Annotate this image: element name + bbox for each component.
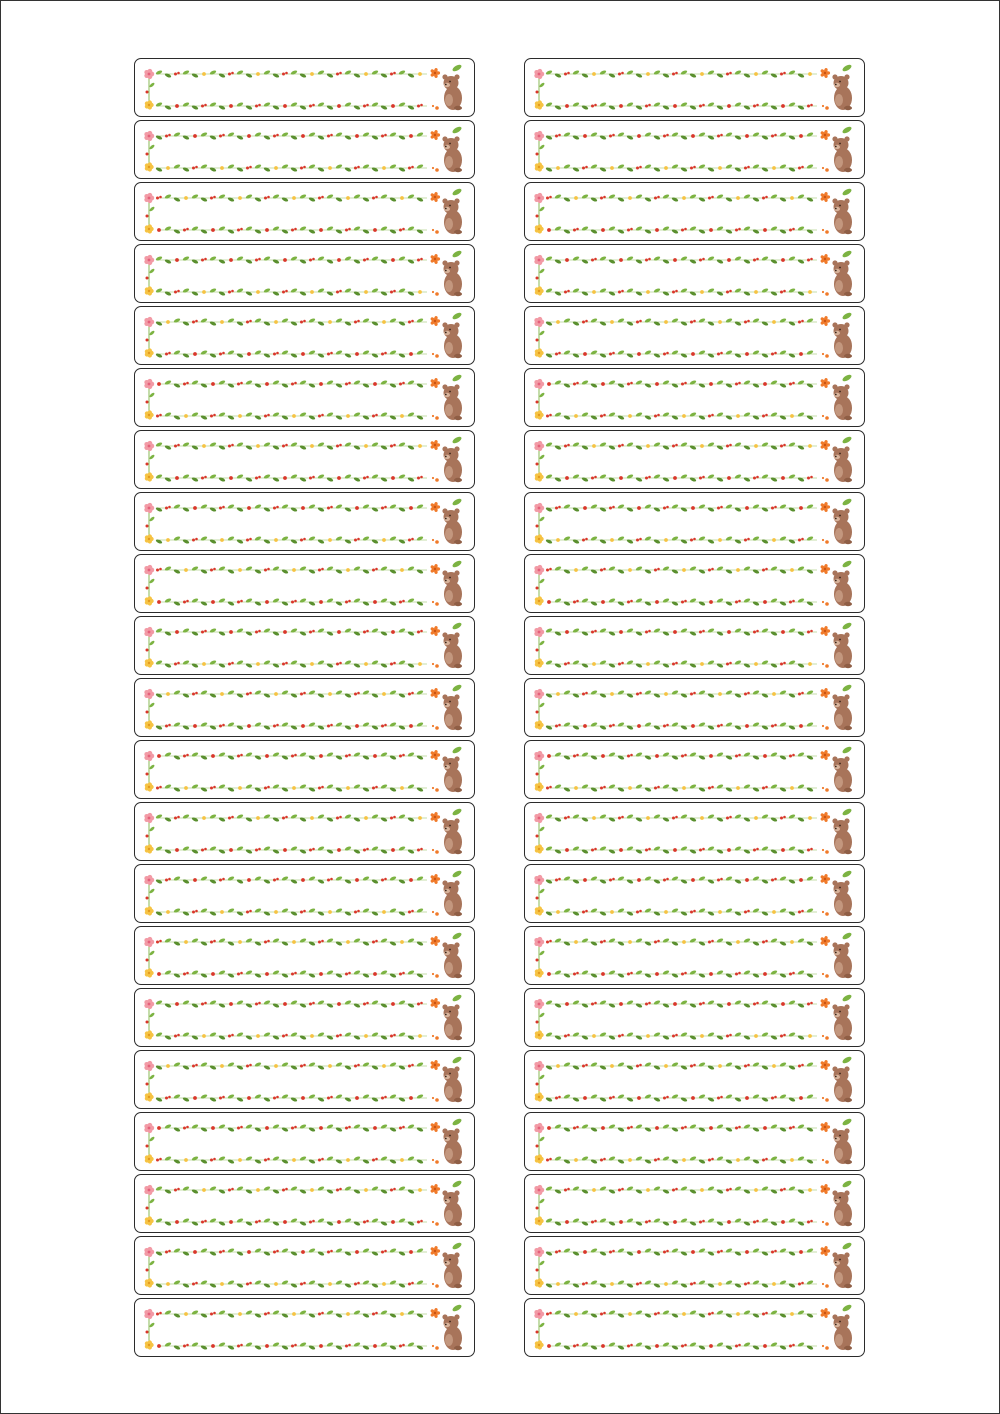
name-label[interactable] <box>134 430 475 489</box>
yellow-flower-icon <box>145 658 154 667</box>
pink-flower-icon <box>144 875 154 885</box>
yellow-flower-icon <box>145 844 154 853</box>
orange-flower-icon <box>820 998 830 1009</box>
orange-flower-icon <box>820 564 830 575</box>
bear-icon <box>832 570 852 606</box>
flower-vine-border-icon <box>525 121 865 179</box>
flower-vine-border-icon <box>135 1299 475 1357</box>
name-label[interactable] <box>134 58 475 117</box>
name-label[interactable] <box>524 1112 865 1171</box>
flower-vine-border-icon <box>525 617 865 675</box>
pink-flower-icon <box>144 689 154 699</box>
pink-flower-icon <box>534 1309 544 1319</box>
flower-vine-border-icon <box>135 989 475 1047</box>
orange-flower-icon <box>430 378 440 389</box>
pink-flower-icon <box>534 627 544 637</box>
flower-vine-border-icon <box>525 493 865 551</box>
pink-flower-icon <box>534 999 544 1009</box>
yellow-flower-icon <box>535 472 544 481</box>
name-label[interactable] <box>134 1112 475 1171</box>
yellow-flower-icon <box>145 472 154 481</box>
bear-icon <box>832 1314 852 1350</box>
name-label[interactable] <box>524 1236 865 1295</box>
yellow-flower-icon <box>535 162 544 171</box>
pink-flower-icon <box>144 565 154 575</box>
orange-flower-icon <box>820 1122 830 1133</box>
name-label[interactable] <box>524 1050 865 1109</box>
pink-flower-icon <box>144 69 154 79</box>
yellow-flower-icon <box>145 906 154 915</box>
pink-flower-icon <box>144 1123 154 1133</box>
name-label[interactable] <box>524 1298 865 1357</box>
orange-flower-icon <box>820 1060 830 1071</box>
bear-icon <box>442 1252 462 1288</box>
bear-icon <box>832 74 852 110</box>
pink-flower-icon <box>144 1061 154 1071</box>
orange-flower-icon <box>820 750 830 761</box>
pink-flower-icon <box>144 937 154 947</box>
pink-flower-icon <box>144 1247 154 1257</box>
name-label[interactable] <box>524 864 865 923</box>
yellow-flower-icon <box>145 162 154 171</box>
orange-flower-icon <box>820 68 830 79</box>
yellow-flower-icon <box>535 720 544 729</box>
bear-icon <box>442 136 462 172</box>
flower-vine-border-icon <box>525 989 865 1047</box>
flower-vine-border-icon <box>135 1113 475 1171</box>
flower-vine-border-icon <box>525 1237 865 1295</box>
orange-flower-icon <box>430 316 440 327</box>
yellow-flower-icon <box>145 224 154 233</box>
bear-icon <box>832 322 852 358</box>
yellow-flower-icon <box>145 410 154 419</box>
bear-icon <box>442 322 462 358</box>
flower-vine-border-icon <box>525 865 865 923</box>
orange-flower-icon <box>430 1184 440 1195</box>
flower-vine-border-icon <box>135 679 475 737</box>
name-label[interactable] <box>524 988 865 1047</box>
flower-vine-border-icon <box>135 617 475 675</box>
bear-icon <box>442 508 462 544</box>
pink-flower-icon <box>534 565 544 575</box>
yellow-flower-icon <box>535 658 544 667</box>
name-label[interactable] <box>524 58 865 117</box>
orange-flower-icon <box>430 1060 440 1071</box>
yellow-flower-icon <box>535 410 544 419</box>
yellow-flower-icon <box>535 1278 544 1287</box>
name-label[interactable] <box>134 616 475 675</box>
yellow-flower-icon <box>145 596 154 605</box>
bear-icon <box>442 570 462 606</box>
bear-icon <box>442 384 462 420</box>
flower-vine-border-icon <box>135 803 475 861</box>
bear-icon <box>442 1004 462 1040</box>
name-label[interactable] <box>524 368 865 427</box>
name-label[interactable] <box>524 430 865 489</box>
pink-flower-icon <box>534 875 544 885</box>
yellow-flower-icon <box>535 100 544 109</box>
pink-flower-icon <box>144 379 154 389</box>
yellow-flower-icon <box>535 968 544 977</box>
bear-icon <box>442 942 462 978</box>
yellow-flower-icon <box>535 906 544 915</box>
yellow-flower-icon <box>535 534 544 543</box>
orange-flower-icon <box>820 1246 830 1257</box>
pink-flower-icon <box>534 255 544 265</box>
flower-vine-border-icon <box>135 1051 475 1109</box>
yellow-flower-icon <box>535 1092 544 1101</box>
bear-icon <box>832 1128 852 1164</box>
name-label[interactable] <box>134 120 475 179</box>
yellow-flower-icon <box>535 1030 544 1039</box>
name-label[interactable] <box>134 554 475 613</box>
orange-flower-icon <box>430 812 440 823</box>
bear-icon <box>442 260 462 296</box>
orange-flower-icon <box>430 130 440 141</box>
orange-flower-icon <box>820 626 830 637</box>
bear-icon <box>832 198 852 234</box>
flower-vine-border-icon <box>135 59 475 117</box>
bear-icon <box>442 880 462 916</box>
name-label[interactable] <box>524 306 865 365</box>
orange-flower-icon <box>430 1308 440 1319</box>
pink-flower-icon <box>534 131 544 141</box>
flower-vine-border-icon <box>525 741 865 799</box>
flower-vine-border-icon <box>525 59 865 117</box>
name-label[interactable] <box>134 182 475 241</box>
bear-icon <box>832 880 852 916</box>
flower-vine-border-icon <box>135 245 475 303</box>
flower-vine-border-icon <box>135 741 475 799</box>
name-label[interactable] <box>134 926 475 985</box>
yellow-flower-icon <box>145 1216 154 1225</box>
pink-flower-icon <box>144 131 154 141</box>
name-label[interactable] <box>524 740 865 799</box>
bear-icon <box>832 1004 852 1040</box>
flower-vine-border-icon <box>525 1113 865 1171</box>
pink-flower-icon <box>144 1309 154 1319</box>
name-label[interactable] <box>524 492 865 551</box>
orange-flower-icon <box>820 936 830 947</box>
orange-flower-icon <box>820 1308 830 1319</box>
name-label[interactable] <box>524 802 865 861</box>
flower-vine-border-icon <box>135 927 475 985</box>
flower-vine-border-icon <box>525 555 865 613</box>
orange-flower-icon <box>430 1246 440 1257</box>
flower-vine-border-icon <box>135 431 475 489</box>
orange-flower-icon <box>820 130 830 141</box>
bear-icon <box>832 384 852 420</box>
name-label[interactable] <box>134 802 475 861</box>
name-label[interactable] <box>134 1050 475 1109</box>
yellow-flower-icon <box>535 1154 544 1163</box>
pink-flower-icon <box>534 813 544 823</box>
bear-icon <box>832 1252 852 1288</box>
name-label[interactable] <box>134 244 475 303</box>
flower-vine-border-icon <box>525 183 865 241</box>
orange-flower-icon <box>430 564 440 575</box>
yellow-flower-icon <box>145 348 154 357</box>
pink-flower-icon <box>144 193 154 203</box>
name-label[interactable] <box>134 988 475 1047</box>
bear-icon <box>442 446 462 482</box>
bear-icon <box>442 756 462 792</box>
flower-vine-border-icon <box>525 1299 865 1357</box>
yellow-flower-icon <box>145 1340 154 1349</box>
bear-icon <box>832 818 852 854</box>
bear-icon <box>442 198 462 234</box>
orange-flower-icon <box>820 378 830 389</box>
pink-flower-icon <box>534 1247 544 1257</box>
pink-flower-icon <box>534 441 544 451</box>
pink-flower-icon <box>144 503 154 513</box>
bear-icon <box>832 694 852 730</box>
orange-flower-icon <box>430 192 440 203</box>
yellow-flower-icon <box>145 286 154 295</box>
yellow-flower-icon <box>145 968 154 977</box>
pink-flower-icon <box>534 317 544 327</box>
pink-flower-icon <box>534 751 544 761</box>
flower-vine-border-icon <box>525 679 865 737</box>
bear-icon <box>442 1314 462 1350</box>
bear-icon <box>832 260 852 296</box>
pink-flower-icon <box>144 751 154 761</box>
orange-flower-icon <box>430 502 440 513</box>
orange-flower-icon <box>430 440 440 451</box>
name-label[interactable] <box>524 926 865 985</box>
yellow-flower-icon <box>535 348 544 357</box>
pink-flower-icon <box>534 379 544 389</box>
name-label[interactable] <box>524 120 865 179</box>
yellow-flower-icon <box>145 100 154 109</box>
flower-vine-border-icon <box>135 555 475 613</box>
yellow-flower-icon <box>535 224 544 233</box>
flower-vine-border-icon <box>525 927 865 985</box>
orange-flower-icon <box>430 626 440 637</box>
pink-flower-icon <box>534 1185 544 1195</box>
orange-flower-icon <box>430 1122 440 1133</box>
bear-icon <box>832 1066 852 1102</box>
orange-flower-icon <box>430 874 440 885</box>
bear-icon <box>442 1066 462 1102</box>
bear-icon <box>832 756 852 792</box>
yellow-flower-icon <box>145 534 154 543</box>
name-label[interactable] <box>134 368 475 427</box>
pink-flower-icon <box>144 627 154 637</box>
flower-vine-border-icon <box>525 369 865 427</box>
name-label[interactable] <box>134 678 475 737</box>
bear-icon <box>832 446 852 482</box>
flower-vine-border-icon <box>525 431 865 489</box>
name-label[interactable] <box>134 1298 475 1357</box>
flower-vine-border-icon <box>525 245 865 303</box>
yellow-flower-icon <box>145 720 154 729</box>
orange-flower-icon <box>820 440 830 451</box>
name-label[interactable] <box>524 182 865 241</box>
yellow-flower-icon <box>535 844 544 853</box>
flower-vine-border-icon <box>135 493 475 551</box>
bear-icon <box>442 74 462 110</box>
orange-flower-icon <box>820 254 830 265</box>
bear-icon <box>832 508 852 544</box>
orange-flower-icon <box>430 998 440 1009</box>
yellow-flower-icon <box>535 1216 544 1225</box>
orange-flower-icon <box>430 254 440 265</box>
pink-flower-icon <box>144 441 154 451</box>
yellow-flower-icon <box>535 1340 544 1349</box>
pink-flower-icon <box>144 317 154 327</box>
orange-flower-icon <box>820 1184 830 1195</box>
bear-icon <box>442 694 462 730</box>
name-label[interactable] <box>524 616 865 675</box>
pink-flower-icon <box>534 193 544 203</box>
flower-vine-border-icon <box>525 803 865 861</box>
name-label[interactable] <box>134 492 475 551</box>
name-label[interactable] <box>524 554 865 613</box>
flower-vine-border-icon <box>525 1051 865 1109</box>
bear-icon <box>442 818 462 854</box>
name-label[interactable] <box>524 678 865 737</box>
pink-flower-icon <box>534 69 544 79</box>
orange-flower-icon <box>430 68 440 79</box>
bear-icon <box>832 136 852 172</box>
orange-flower-icon <box>820 192 830 203</box>
name-label[interactable] <box>134 1236 475 1295</box>
name-label[interactable] <box>134 740 475 799</box>
pink-flower-icon <box>534 1061 544 1071</box>
orange-flower-icon <box>820 502 830 513</box>
flower-vine-border-icon <box>135 1237 475 1295</box>
pink-flower-icon <box>144 255 154 265</box>
flower-vine-border-icon <box>525 307 865 365</box>
flower-vine-border-icon <box>135 369 475 427</box>
bear-icon <box>442 632 462 668</box>
name-label[interactable] <box>134 1174 475 1233</box>
bear-icon <box>832 942 852 978</box>
orange-flower-icon <box>430 936 440 947</box>
bear-icon <box>832 1190 852 1226</box>
yellow-flower-icon <box>145 1154 154 1163</box>
bear-icon <box>832 632 852 668</box>
flower-vine-border-icon <box>135 1175 475 1233</box>
pink-flower-icon <box>534 689 544 699</box>
flower-vine-border-icon <box>525 1175 865 1233</box>
bear-icon <box>442 1128 462 1164</box>
name-label[interactable] <box>134 864 475 923</box>
flower-vine-border-icon <box>135 307 475 365</box>
orange-flower-icon <box>820 688 830 699</box>
flower-vine-border-icon <box>135 121 475 179</box>
yellow-flower-icon <box>535 782 544 791</box>
yellow-flower-icon <box>145 782 154 791</box>
pink-flower-icon <box>534 937 544 947</box>
pink-flower-icon <box>534 1123 544 1133</box>
pink-flower-icon <box>144 813 154 823</box>
orange-flower-icon <box>820 812 830 823</box>
name-label[interactable] <box>524 244 865 303</box>
bear-icon <box>442 1190 462 1226</box>
pink-flower-icon <box>144 999 154 1009</box>
yellow-flower-icon <box>145 1030 154 1039</box>
yellow-flower-icon <box>145 1092 154 1101</box>
yellow-flower-icon <box>145 1278 154 1287</box>
orange-flower-icon <box>430 688 440 699</box>
orange-flower-icon <box>820 316 830 327</box>
pink-flower-icon <box>534 503 544 513</box>
flower-vine-border-icon <box>135 865 475 923</box>
name-label[interactable] <box>134 306 475 365</box>
name-label[interactable] <box>524 1174 865 1233</box>
flower-vine-border-icon <box>135 183 475 241</box>
yellow-flower-icon <box>535 286 544 295</box>
orange-flower-icon <box>820 874 830 885</box>
yellow-flower-icon <box>535 596 544 605</box>
orange-flower-icon <box>430 750 440 761</box>
pink-flower-icon <box>144 1185 154 1195</box>
